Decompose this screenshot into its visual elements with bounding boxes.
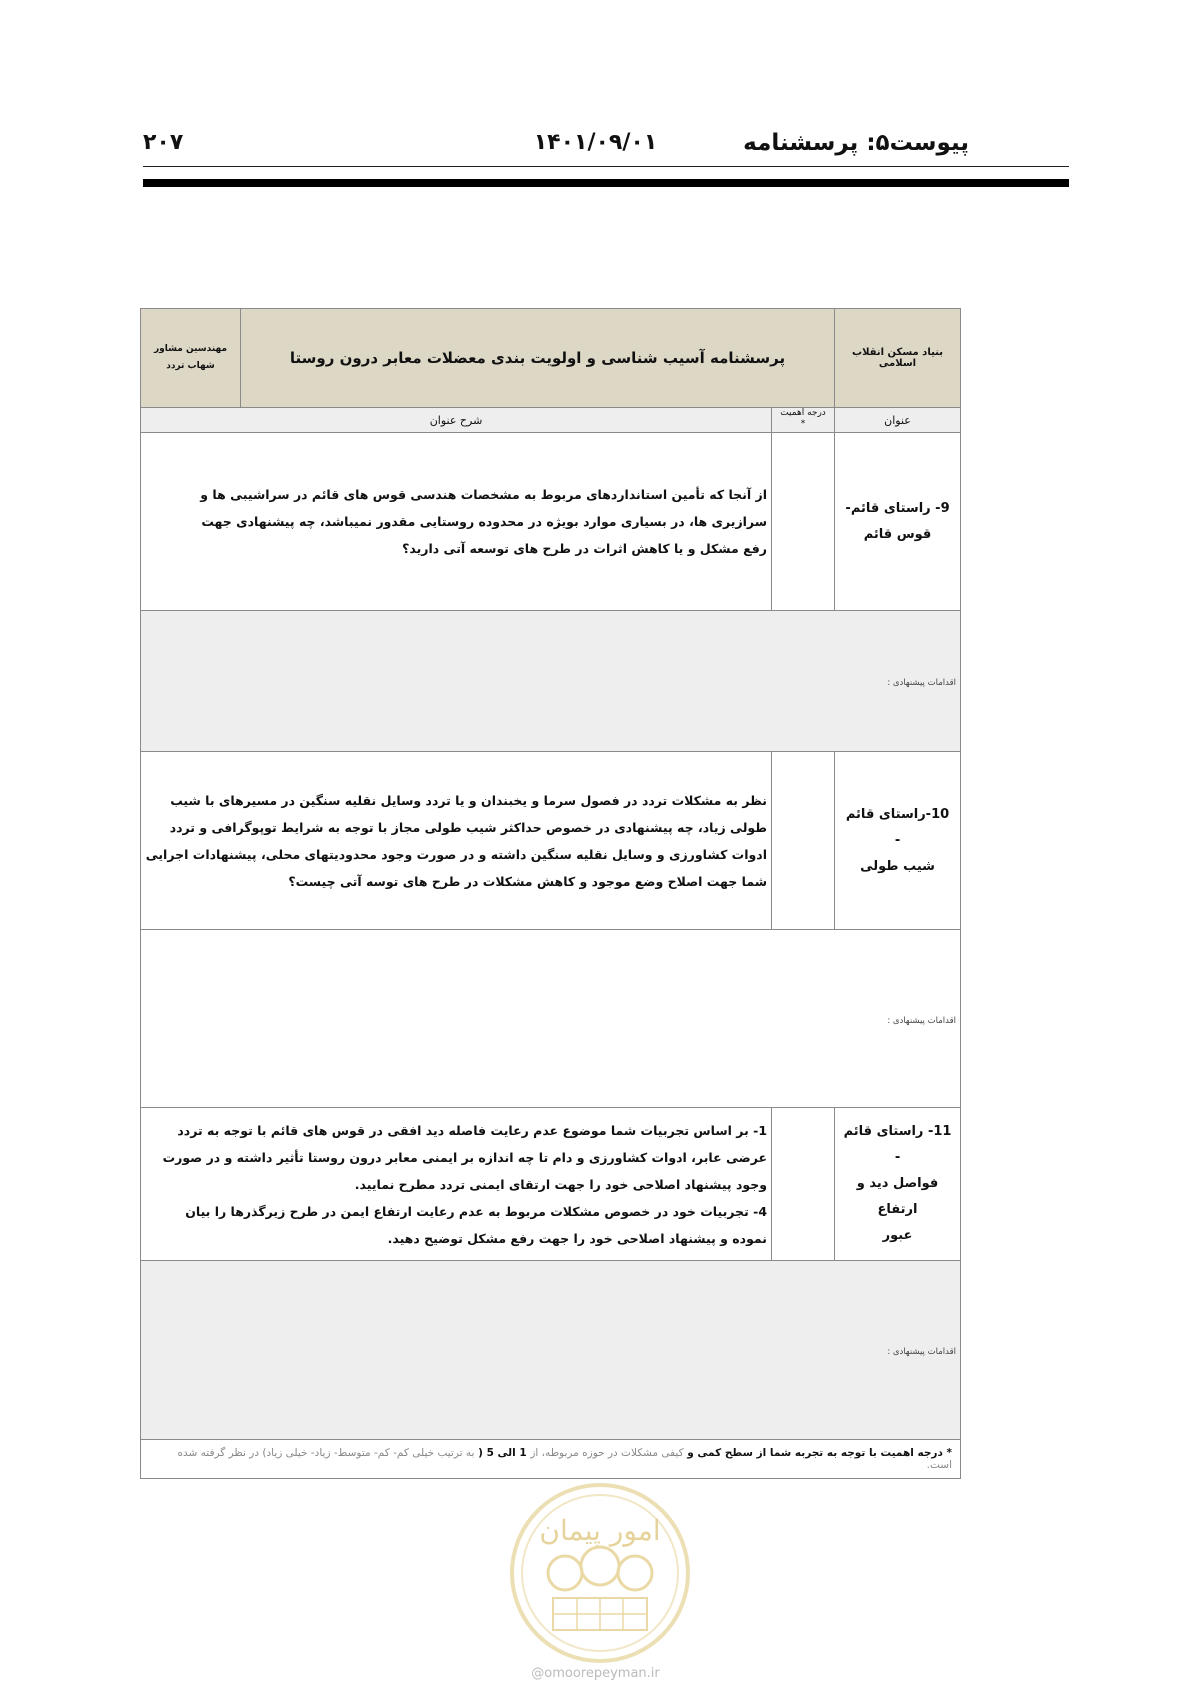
answer-label: اقدامات پیشنهادی : (887, 1015, 957, 1026)
topic-line: شیب طولی (860, 858, 935, 874)
question-topic (835, 1108, 961, 1261)
footnote-text: * درجه اهمیت با توجه به تجربه شما از سطح کمی و (687, 1447, 953, 1459)
importance-cell[interactable] (772, 1108, 835, 1261)
question-topic (835, 752, 961, 930)
answer-area[interactable] (141, 1261, 961, 1440)
topic-line: عبور (882, 1228, 913, 1243)
col-importance-label: درجه اهمیت (780, 408, 826, 418)
footnote-text: کیفی مشکلات در حوزه مربوطه، از (530, 1447, 684, 1459)
header-rule-thick (143, 179, 1069, 187)
topic-line: 11- راستای قائم - (843, 1124, 952, 1165)
col-importance-star: * (800, 419, 806, 429)
question-row (141, 433, 961, 611)
topic-line: 9- راستای قائم- (845, 500, 950, 516)
importance-cell[interactable] (772, 433, 835, 611)
question-row (141, 752, 961, 930)
watermark-website: @omoorepeyman.ir (531, 1666, 660, 1681)
column-header-row (141, 408, 961, 433)
form-title: پرسشنامه آسیب شناسی و اولویت بندی معضلات معابر درون روستا (241, 309, 835, 408)
footnote (141, 1440, 961, 1479)
consultant-line-2: شهاب تردد (166, 361, 215, 371)
answer-label: اقدامات پیشنهادی : (887, 678, 957, 688)
description-item: 4- تجربیات خود در خصوص مشکلات مربوط به عدم رعایت ارتفاع ایمن در طرح زیرگذرها را بیان نموده و پیشنهاد اصلاحی خود را جهت رفع مشکل توضیح دهید. (185, 1203, 768, 1246)
document-date: ۱۴۰۱/۰۹/۰۱ (533, 130, 658, 155)
consultant-line-1: مهندسین مشاور (153, 344, 228, 354)
form-title-row (141, 309, 961, 408)
description-item: 1- بر اساس تجربیات شما موضوع عدم رعایت فاصله دید افقی در قوس های قائم با توجه به تردد عرضی عابر، ادوات کشاورزی و دام تا چه اندازه بر ایمنی معابر درون روستا تأثیر داشته و در صورت وجود پیشنهاد اصلاحی خود را جهت ارتقای ایمنی تردد مطرح نمایید. (162, 1122, 768, 1192)
seal-text: امور پیمان (539, 1514, 661, 1547)
question-topic (835, 433, 961, 611)
watermark-seal-icon (505, 1478, 695, 1668)
answer-label: اقدامات پیشنهادی : (887, 1347, 957, 1357)
col-topic: عنوان (835, 408, 961, 433)
answer-row (141, 611, 961, 752)
footnote-text: به ترتیب خیلی کم- کم- متوسط- زیاد- خیلی زیاد) در نظر گرفته شده است. (177, 1447, 953, 1471)
importance-cell[interactable] (772, 752, 835, 930)
question-description (141, 1108, 772, 1261)
answer-row (141, 1261, 961, 1440)
footnote-row (141, 1440, 961, 1479)
footnote-text: 1 الی 5 ( (478, 1447, 527, 1459)
topic-line: فواصل دید و ارتفاع (856, 1176, 939, 1217)
answer-row (141, 930, 961, 1108)
page-number: ۲۰۷ (143, 130, 184, 155)
col-description: شرح عنوان (141, 408, 772, 433)
consultant-name (141, 309, 241, 408)
question-row (141, 1108, 961, 1261)
col-importance (772, 408, 835, 433)
topic-line: 10-راستای قائم - (845, 806, 950, 848)
answer-area[interactable] (141, 930, 961, 1108)
topic-line: قوس قائم (863, 526, 932, 542)
questionnaire-table (140, 308, 961, 1479)
header-rule-thin (143, 166, 1069, 167)
question-description: از آنجا که تأمین استانداردهای مربوط به مشخصات هندسی قوس های قائم در سراشیبی ها و سرازیری ها، در بسیاری موارد بویژه در محدوده روستایی مقدور نمیباشد، چه پیشنهادی جهت رفع مشکل و یا کاهش اثرات در طرح های توسعه آتی دارید؟ (141, 433, 772, 611)
document-title: پیوست۵: پرسشنامه (743, 130, 969, 156)
org-name: بنیاد مسکن انقلاب اسلامی (835, 309, 961, 408)
answer-area[interactable] (141, 611, 961, 752)
question-description: نظر به مشکلات تردد در فصول سرما و یخبندان و یا تردد وسایل نقلیه سنگین در مسیرهای با شیب طولی زیاد، چه پیشنهادی در خصوص حداکثر شیب طولی مجاز با توجه به شرایط توپوگرافی و تردد ادوات کشاورزی و وسایل نقلیه سنگین داشته و در صورت وجود محدودیتهای محلی، پیشنهادات اجرایی شما جهت اصلاح وضع موجود و کاهش مشکلات در طرح های توسه آتی چیست؟ (141, 752, 772, 930)
